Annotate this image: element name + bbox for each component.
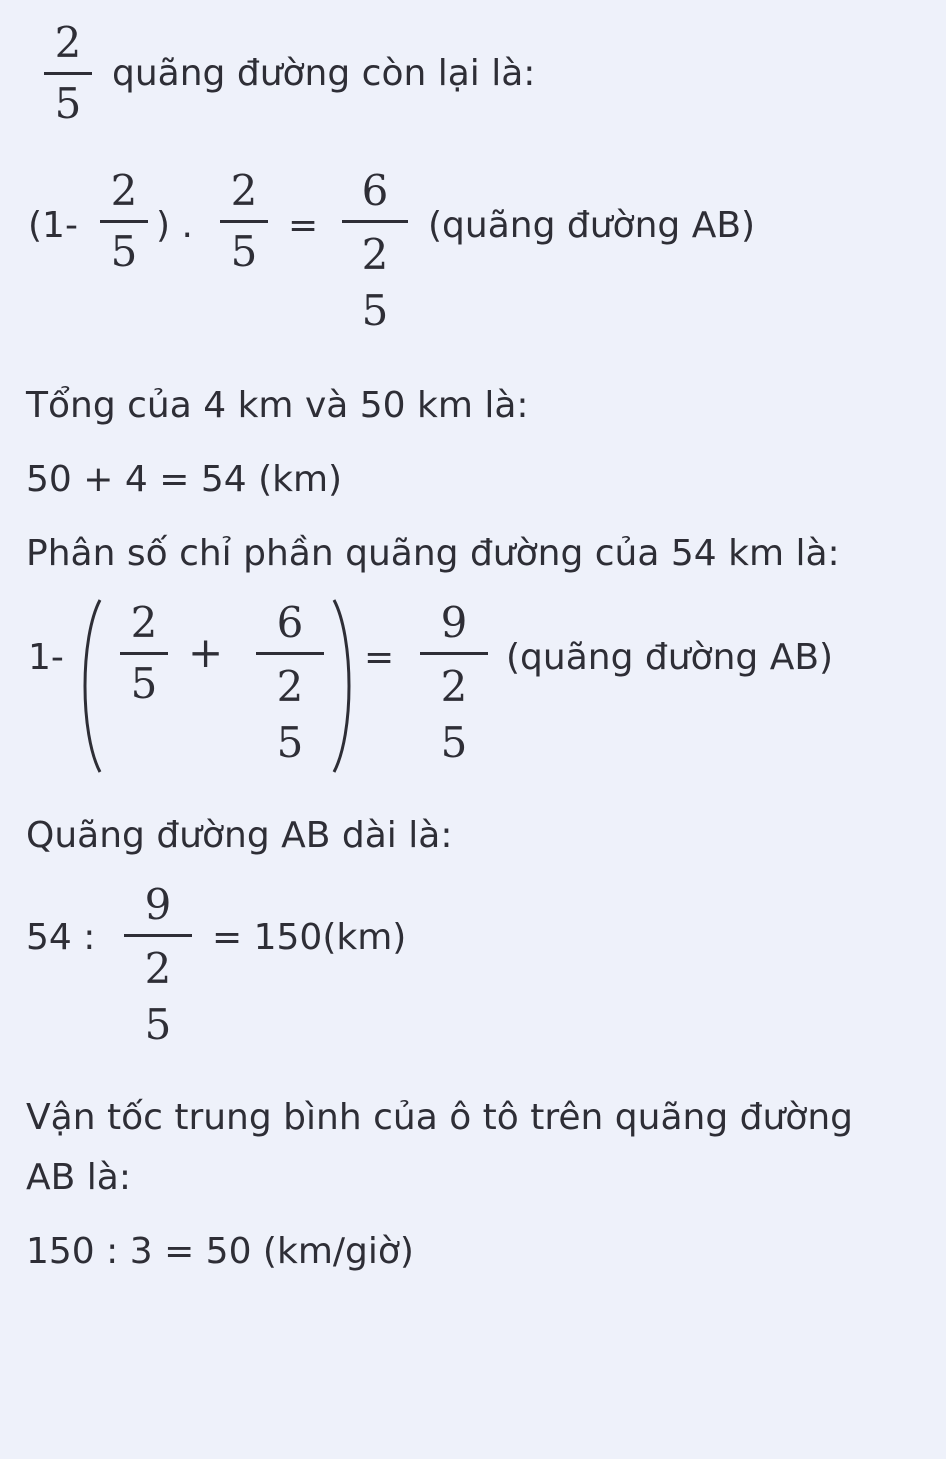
fraction-denominator-top: 2 bbox=[276, 662, 304, 711]
fraction-numerator: 6 bbox=[276, 598, 304, 647]
fraction-bar bbox=[256, 652, 324, 655]
fraction-bar bbox=[342, 220, 408, 223]
sum-heading: Tổng của 4 km và 50 km là: bbox=[26, 385, 529, 426]
speed-heading-line1: Vận tốc trung bình của ô tô trên quãng đường bbox=[26, 1097, 853, 1138]
fraction-numerator: 2 bbox=[130, 598, 158, 647]
row2-equals: = bbox=[288, 205, 319, 246]
remaining-distance-heading: quãng đường còn lại là: bbox=[112, 53, 536, 94]
row6-suffix: (quãng đường AB) bbox=[506, 637, 834, 678]
left-big-paren bbox=[74, 598, 104, 774]
fraction-numerator: 6 bbox=[361, 166, 389, 215]
fraction-denominator-bottom: 5 bbox=[361, 286, 389, 335]
fraction-bar bbox=[44, 72, 92, 75]
right-big-paren bbox=[330, 598, 360, 774]
sum-calculation: 50 + 4 = 54 (km) bbox=[26, 459, 343, 500]
row2-close-dot: ) . bbox=[156, 205, 193, 246]
fraction-denominator: 5 bbox=[54, 79, 82, 128]
row6-equals: = bbox=[364, 637, 395, 678]
row6-prefix: 1- bbox=[28, 637, 64, 678]
fraction-denominator: 5 bbox=[130, 659, 158, 708]
row2-fraction-1 bbox=[100, 166, 148, 277]
fraction-bar bbox=[100, 220, 148, 223]
distance-heading: Quãng đường AB dài là: bbox=[26, 815, 453, 856]
row2-open: (1- bbox=[28, 205, 78, 246]
row6-fraction-3 bbox=[420, 598, 488, 771]
speed-calculation: 150 : 3 = 50 (km/giờ) bbox=[26, 1231, 414, 1272]
speed-heading-line2: AB là: bbox=[26, 1157, 131, 1198]
fraction-bar bbox=[120, 652, 168, 655]
fraction-two-fifths bbox=[44, 18, 92, 129]
fraction-numerator: 2 bbox=[110, 166, 138, 215]
fraction-denominator-bottom: 5 bbox=[440, 718, 468, 767]
fraction-denominator: 5 bbox=[110, 227, 138, 276]
fraction-bar bbox=[420, 652, 488, 655]
fraction-numerator: 2 bbox=[230, 166, 258, 215]
row6-fraction-2 bbox=[256, 598, 324, 771]
fraction-denominator-top: 2 bbox=[440, 662, 468, 711]
fraction-denominator-bottom: 5 bbox=[276, 718, 304, 767]
row2-fraction-2 bbox=[220, 166, 268, 277]
fraction-bar bbox=[124, 934, 192, 937]
row8-prefix: 54 : bbox=[26, 917, 96, 958]
fraction-denominator-top: 2 bbox=[144, 944, 172, 993]
row2-fraction-3 bbox=[342, 166, 408, 339]
row6-fraction-1 bbox=[120, 598, 168, 709]
fraction-denominator-top: 2 bbox=[361, 230, 389, 279]
row8-fraction bbox=[124, 880, 192, 1053]
fraction-denominator: 5 bbox=[230, 227, 258, 276]
fraction-numerator: 9 bbox=[144, 880, 172, 929]
row8-suffix: = 150(km) bbox=[212, 917, 407, 958]
fraction-bar bbox=[220, 220, 268, 223]
row2-suffix: (quãng đường AB) bbox=[428, 205, 756, 246]
fraction-heading: Phân số chỉ phần quãng đường của 54 km là: bbox=[26, 533, 840, 574]
fraction-numerator: 2 bbox=[54, 18, 82, 67]
fraction-denominator-bottom: 5 bbox=[144, 1000, 172, 1049]
plus-sign: + bbox=[188, 628, 224, 677]
fraction-numerator: 9 bbox=[440, 598, 468, 647]
